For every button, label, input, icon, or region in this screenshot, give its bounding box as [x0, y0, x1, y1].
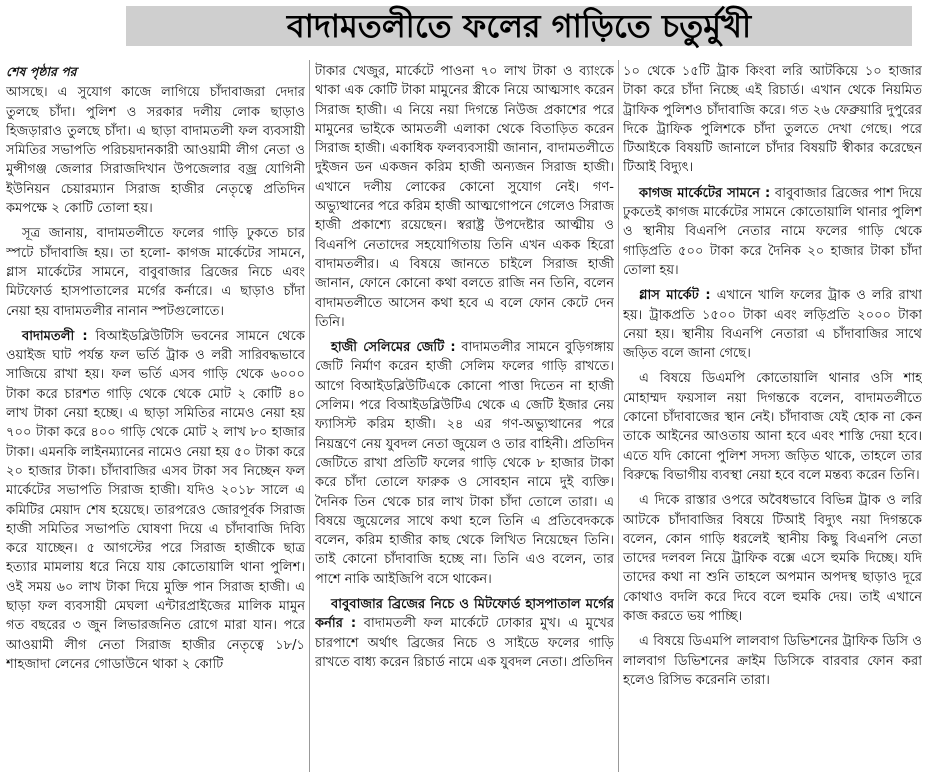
paragraph [623, 62, 922, 178]
paragraph-text: আসছে। এ সুযোগ কাজে লাগিয়ে চাঁদাবাজরা দেদার তুলছে চাঁদা। পুলিশ ও সরকার দলীয় লোক ছাড়াও হিজড়ারাও তুলছে চাঁদা। এ ছাড়া বাদামতলী ফল ব্যবসায়ী সমিতির সভাপতি পরিচয়দানকারী আওয়ামী লীগ নেতা ও মুন্সীগঞ্জ জেলার সিরাজদিখান উপজেলার বজ্র যোগিনী ইউনিয়ন চেয়ারম্যান সিরাজ হাজীর নেতৃত্বে প্রতিদিন কমপক্ষে ২ কোটি তোলা হয়। [6, 85, 305, 217]
paragraph-text: বাদামতলী ফল মার্কেটে ঢোকার মুখ। এ মুখের চারপাশে অর্থাৎ ব্রিজের নিচে ও সাইডে ফলের গাড়ি রাখতে বাধ্য করেন রিচার্ড নামে এক যুবদল নেতা। প্রতিদিন [315, 616, 614, 670]
headline: বাদামতলীতে ফলের গাড়িতে চতুর্মুখী [286, 7, 752, 45]
paragraph [6, 327, 305, 674]
paragraph [623, 286, 922, 363]
paragraph [315, 338, 614, 589]
headline-banner [126, 6, 912, 46]
subheading: বাবুবাজার ব্রিজের নিচে ও মিটফোর্ড হাসপাতাল মর্গের কর্নার : [315, 597, 614, 632]
paragraph-text: বাদামতলীর সামনে বুড়িগঙ্গায় জেটি নির্মাণ করেন হাজী সেলিম ফলের গাড়ি রাখতে। আগে বিআইডব্লিউটিএকে কোনো পাত্তা দিতেন না হাজী সেলিম। পরে বিআইডব্লিউটিএ থেকে এ জেটি ইজার নেয় ফ্যাসিস্ট করিম হাজী। ২৪ এর গণ-অভ্যুত্থানের পরে নিয়ন্ত্রণে নেয় যুবদল নেতা জুয়েল ও তার বাহিনী। প্রতিদিন জেটিতে রাখা প্রতিটি ফলের গাড়ি থেকে ৮ হাজার টাকা করে চাঁদা তোলে ফারুক ও সোবহান নামে দুই ব্যক্তি। দৈনিক তিন থেকে চার লাখ টাকা চাঁদা তোলে তারা। এ বিষয়ে জুয়েলের সাথে কথা হলে তিনি এ প্রতিবেদককে বলেন, করিম হাজীর কাছ থেকে লিখিত নিয়েছেন তিনি। তাই কোনো চাঁদাবাজি হচ্ছে না। তিনি এও বলেন, তার পাশে নাকি আইজিপি বসে থাকেন। [315, 340, 614, 587]
subheading: গ্লাস মার্কেট : [639, 288, 711, 304]
paragraph [6, 83, 305, 218]
paragraph [623, 184, 922, 280]
paragraph-text: টাকার খেজুর, মার্কেটে পাওনা ৭০ লাখ টাকা ও ব্যাংকে থাকা এক কোটি টাকা মামুনের স্ত্রীকে নিয়ে আত্মসাৎ করেন সিরাজ হাজী। এ নিয়ে নয়া দিগন্তে নিউজ প্রকাশের পরে মামুনের ভাইকে আমতলী এলাকা থেকে বিতাড়িত করেন সিরাজ হাজী। একাধিক ফলব্যবসায়ী জানান, বাদামতলীতে দুইজন ডন একজন করিম হাজী অন্যজন সিরাজ হাজী। এখানে দলীয় লোকের কোনো সুযোগ নেই। গণ-অভ্যুত্থানের পরে করিম হাজী আত্মগোপনে গেলেও সিরাজ হাজী প্রকাশ্যে রয়েছেন। স্বরাষ্ট্র উপদেষ্টার আত্মীয় ও বিএনপি নেতাদের সহযোগিতায় তিনি এখন একক হিরো বাদামতলীর। এ বিষয়ে জানতে চাইলে সিরাজ হাজী জানান, ফোনে কোনো কথা বলতে রাজি নন তিনি, বলেন বাদামতলীতে আসেন কথা হবে এ বলে ফোন কেটে দেন তিনি। [315, 64, 614, 330]
article-column-1 [6, 62, 305, 774]
paragraph [623, 369, 922, 485]
subheading: কাগজ মার্কেটের সামনে : [639, 185, 771, 201]
article-column-3 [623, 62, 922, 774]
paragraph-text: বিআইডব্লিউটিসি ভবনের সামনে থেকে ওয়াইজ ঘাট পর্যন্ত ফল ভর্তি ট্রাক ও লরী সারিবদ্ধভাবে সাজিয়ে রাখা হয়। ফল ভর্তি এসব গাড়ি থেকে ৬০০০ টাকা করে চারশত গাড়ি থেকে থেকে মোট ২ কোটি ৪০ লাখ টাকা নেয়া হচ্ছে। এ ছাড়া সমিতির নামেও নেয়া হয় ৭০০ টাকা করে ৪০০ গাড়ি থেকে মোট ২ লাখ ৮০ হাজার টাকা। এমনকি লাইনম্যানের নামেও নেয়া হয় ৫০ টাকা করে ২০ হাজার টাকা। চাঁদাবাজির এসব টাকা সব নিচ্ছেন ফল মার্কেটের সভাপতি সিরাজ হাজী। যদিও ২০১৮ সালে এ কমিটির মেয়াদ শেষ হয়েছে। তারপরেও জোরপূর্বক সিরাজ হাজী সমিতির সভাপতি ঘোষণা দিয়ে এ চাঁদাবাজি দিব্যি করে যাচ্ছেন। ৫ আগস্টের পরে সিরাজ হাজীকে ছাত্র হত্যার মামলায় ধরে নিয়ে যায় কোতোয়ালি থানা পুলিশ। ওই সময় ৬০ লাখ টাকা দিয়ে মুক্তি পান সিরাজ হাজী। এ ছাড়া ফল ব্যবসায়ী মেঘলা এন্টারপ্রাইজের মালিক মামুন গত বছরের ৩ জুন লিভারজনিত রোগে মারা যান। পরে আওয়ামী লীগ নেতা সিরাজ হাজীর নেতৃত্বে ১৮/১ শাহজাদা লেনের গোডাউনে থাকা ২ কোটি [6, 328, 305, 672]
paragraph [623, 491, 922, 626]
continued-kicker: শেষ পৃষ্ঠার পর [6, 64, 77, 79]
column-divider [618, 60, 619, 772]
paragraph-text: এখানে খালি ফলের ট্রাক ও লরি রাখা হয়। ট্রাকপ্রতি ১৫০০ টাকা এবং লড়িপ্রতি ২০০০ টাকা নেয়া হয়। স্থানীয় বিএনপি নেতারা এ চাঁদাবাজির সাথে জড়িত বলে জানা গেছে। [623, 288, 922, 362]
column-divider [309, 60, 310, 772]
paragraph [6, 224, 305, 320]
subheading: বাদামতলী : [22, 328, 88, 344]
article-column-2 [315, 62, 614, 774]
paragraph-text: ১০ থেকে ১৫টি ট্রাক কিংবা লরি আটকিয়ে ১০ হাজার টাকা করে চাঁদা নিচ্ছে এই রিচার্ড। এখান থেকে নিয়মিত ট্রাফিক পুলিশও চাঁদাবাজি করে। গত ২৬ ফেব্রুয়ারি দুপুরের দিকে ট্রাফিক পুলিশকে চাঁদা তুলতে দেখা গেছে। পরে টিআইকে বিষয়টি জানালে চাঁদার বিষয়টি স্বীকার করেছেন টিআই বিদ্যুৎ। [623, 64, 922, 176]
subheading: হাজী সেলিমের জেটি : [331, 340, 456, 356]
paragraph [315, 595, 614, 672]
paragraph-text: বাবুবাজার ব্রিজের পাশ দিয়ে ঢুকতেই কাগজ মার্কেটের সামনে কোতোয়ালি থানার পুলিশ ও স্থানীয় বিএনপি নেতার নামে ফলের গাড়ি থেকে গাড়িপ্রতি ৫০০ টাকা করে দৈনিক ২০ হাজার টাকা চাঁদা তোলা হয়। [623, 185, 922, 278]
paragraph [623, 632, 922, 690]
paragraph [315, 62, 614, 332]
paragraph-text: এ বিষয়ে ডিএমপি লালবাগ ডিভিশনের ট্রাফিক ডিসি ও লালবাগ ডিভিশনের ক্রাইম ডিসিকে বারবার ফোন করা হলেও রিসিভ করেননি তারা। [623, 634, 922, 688]
paragraph-text: সূত্র জানায়, বাদামতলীতে ফলের গাড়ি ঢুকতে চার স্পটে চাঁদাবাজি হয়। তা হলো- কাগজ মার্কেটের সামনে, গ্লাস মার্কেটের সামনে, বাবুবাজার ব্রিজের নিচে এবং মিটফোর্ড হাসপাতালের মর্গের কর্নারে। এ ছাড়াও চাঁদা নেয়া হয় বাদামতলীর নানান স্পটগুলোতে। [6, 226, 305, 319]
paragraph-text: এ বিষয়ে ডিএমপি কোতোয়ালি থানার ওসি শাহ মোহাম্মদ ফয়সাল নয়া দিগন্তকে বলেন, বাদামতলীতে কোনো চাঁদাবাজের স্থান নেই। চাঁদাবাজ যেই হোক না কেন তাকে আইনের আওতায় আনা হবে এবং শাস্তি দেয়া হবে। এতে যদি কোনো পুলিশ সদস্য জড়িত থাকে, তাহলে তার বিরুদ্ধে বিভাগীয় ব্যবস্থা নেয়া হবে বলে মন্তব্য করেন তিনি। [623, 371, 922, 483]
paragraph-text: এ দিকে রাস্তার ওপরে অবৈধভাবে বিভিন্ন ট্রাক ও লরি আটকে চাঁদাবাজির বিষয়ে টিআই বিদ্যুৎ নয়া দিগন্তকে বলেন, কোন গাড়ি ধরলেই স্থানীয় কিছু বিএনপি নেতা তাদের দলবল নিয়ে ট্রাফিক বক্সে এসে হুমকি দিচ্ছে। যদি তাদের কথা না শুনি তাহলে অপমান অপদস্থ ছাড়াও দূরে কোথাও বদলি করে দিবে বলে হুমকি দেয়। তাই এখানে কাজ করতে ভয় পাচ্ছি। [623, 493, 922, 625]
